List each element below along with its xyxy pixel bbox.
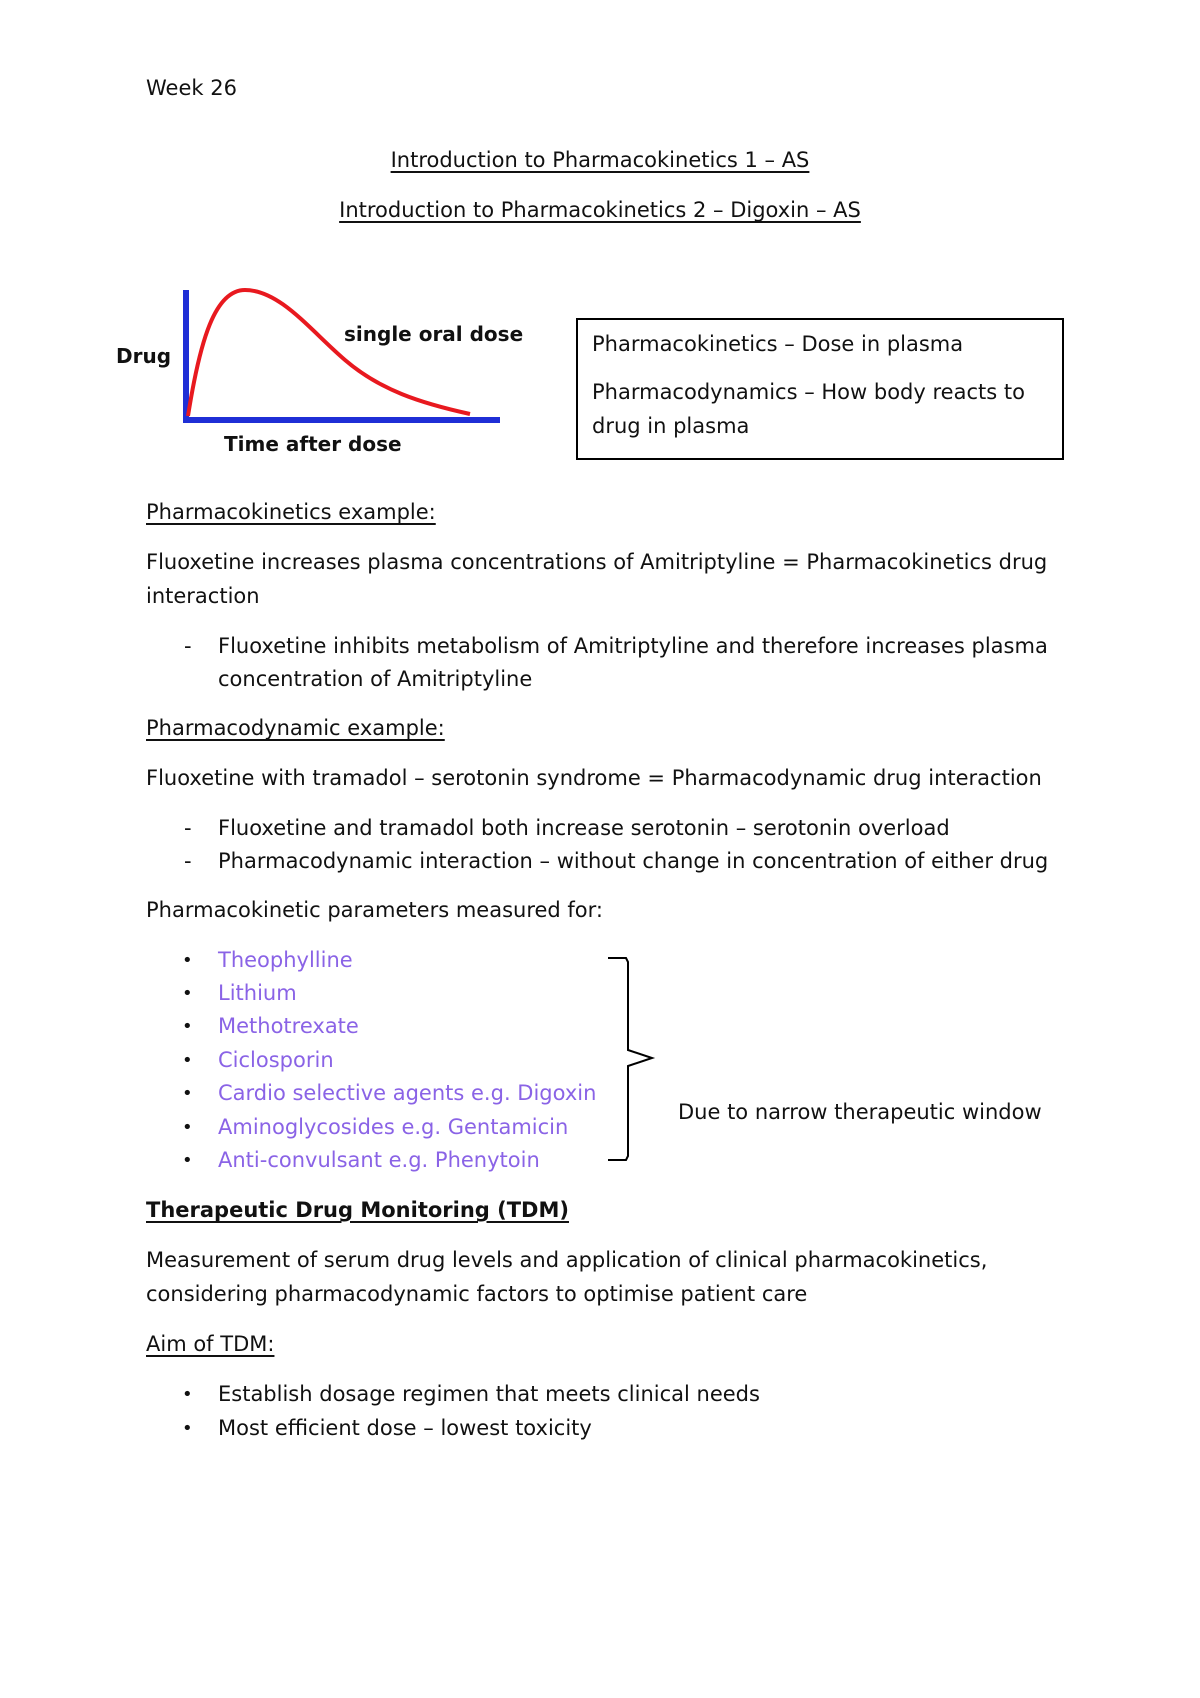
tdm-aim-item: Most efficient dose – lowest toxicity [218,1416,592,1440]
dash-bullet: - [184,849,192,873]
parameters-intro: Pharmacokinetic parameters measured for: [146,898,603,922]
y-axis-label: Drug [116,344,172,368]
pk-example-bullet-line1: Fluoxetine inhibits metabolism of Amitriptyline and therefore increases plasma [218,634,1048,658]
pd-example-bullet: Fluoxetine and tramadol both increase serotonin – serotonin overload [218,816,950,840]
dash-bullet: - [184,816,192,840]
pd-example-heading: Pharmacodynamic example: [146,716,445,740]
pk-example-bullet-line2: concentration of Amitriptyline [218,667,533,691]
bullet-dot: • [182,1083,193,1104]
parameter-item: Ciclosporin [218,1048,334,1072]
bullet-dot: • [182,1384,193,1405]
parameter-item: Cardio selective agents e.g. Digoxin [218,1081,597,1105]
title-2: Introduction to Pharmacokinetics 2 – Digoxin – AS [339,198,861,222]
pk-example-heading: Pharmacokinetics example: [146,500,436,524]
bullet-dot: • [182,1117,193,1138]
tdm-text-line1: Measurement of serum drug levels and application of clinical pharmacokinetics, [146,1248,988,1272]
bullet-dot: • [182,950,193,971]
bullet-dot: • [182,1050,193,1071]
pk-definition: Pharmacokinetics – Dose in plasma [592,332,964,356]
dash-bullet: - [184,634,192,658]
therapeutic-window-note: Due to narrow therapeutic window [678,1100,1042,1124]
parameter-item: Methotrexate [218,1014,359,1038]
parameter-item: Aminoglycosides e.g. Gentamicin [218,1115,569,1139]
definitions-box [576,318,1064,460]
tdm-heading: Therapeutic Drug Monitoring (TDM) [146,1198,569,1222]
pd-example-bullet: Pharmacodynamic interaction – without change in concentration of either drug [218,849,1049,873]
concentration-curve [188,290,470,416]
pk-example-text-line1: Fluoxetine increases plasma concentrations of Amitriptyline = Pharmacokinetics drug [146,550,1048,574]
tdm-aim-heading: Aim of TDM: [146,1332,275,1356]
curve-label: single oral dose [344,322,524,346]
bullet-dot: • [182,1418,193,1439]
title-1: Introduction to Pharmacokinetics 1 – AS [390,148,810,172]
x-axis-label: Time after dose [224,432,402,456]
bullet-dot: • [182,983,193,1004]
right-brace [608,958,652,1160]
parameter-item: Lithium [218,981,297,1005]
week-label: Week 26 [146,76,237,100]
tdm-text-line2: considering pharmacodynamic factors to optimise patient care [146,1282,808,1306]
pd-example-text: Fluoxetine with tramadol – serotonin syndrome = Pharmacodynamic drug interaction [146,766,1042,790]
pd-definition-line2: drug in plasma [592,414,750,438]
pk-example-text-line2: interaction [146,584,260,608]
parameter-item: Anti-convulsant e.g. Phenytoin [218,1148,540,1172]
bullet-dot: • [182,1016,193,1037]
pd-definition-line1: Pharmacodynamics – How body reacts to [592,380,1025,404]
parameter-item: Theophylline [218,948,353,972]
tdm-aim-item: Establish dosage regimen that meets clinical needs [218,1382,760,1406]
bullet-dot: • [182,1150,193,1171]
